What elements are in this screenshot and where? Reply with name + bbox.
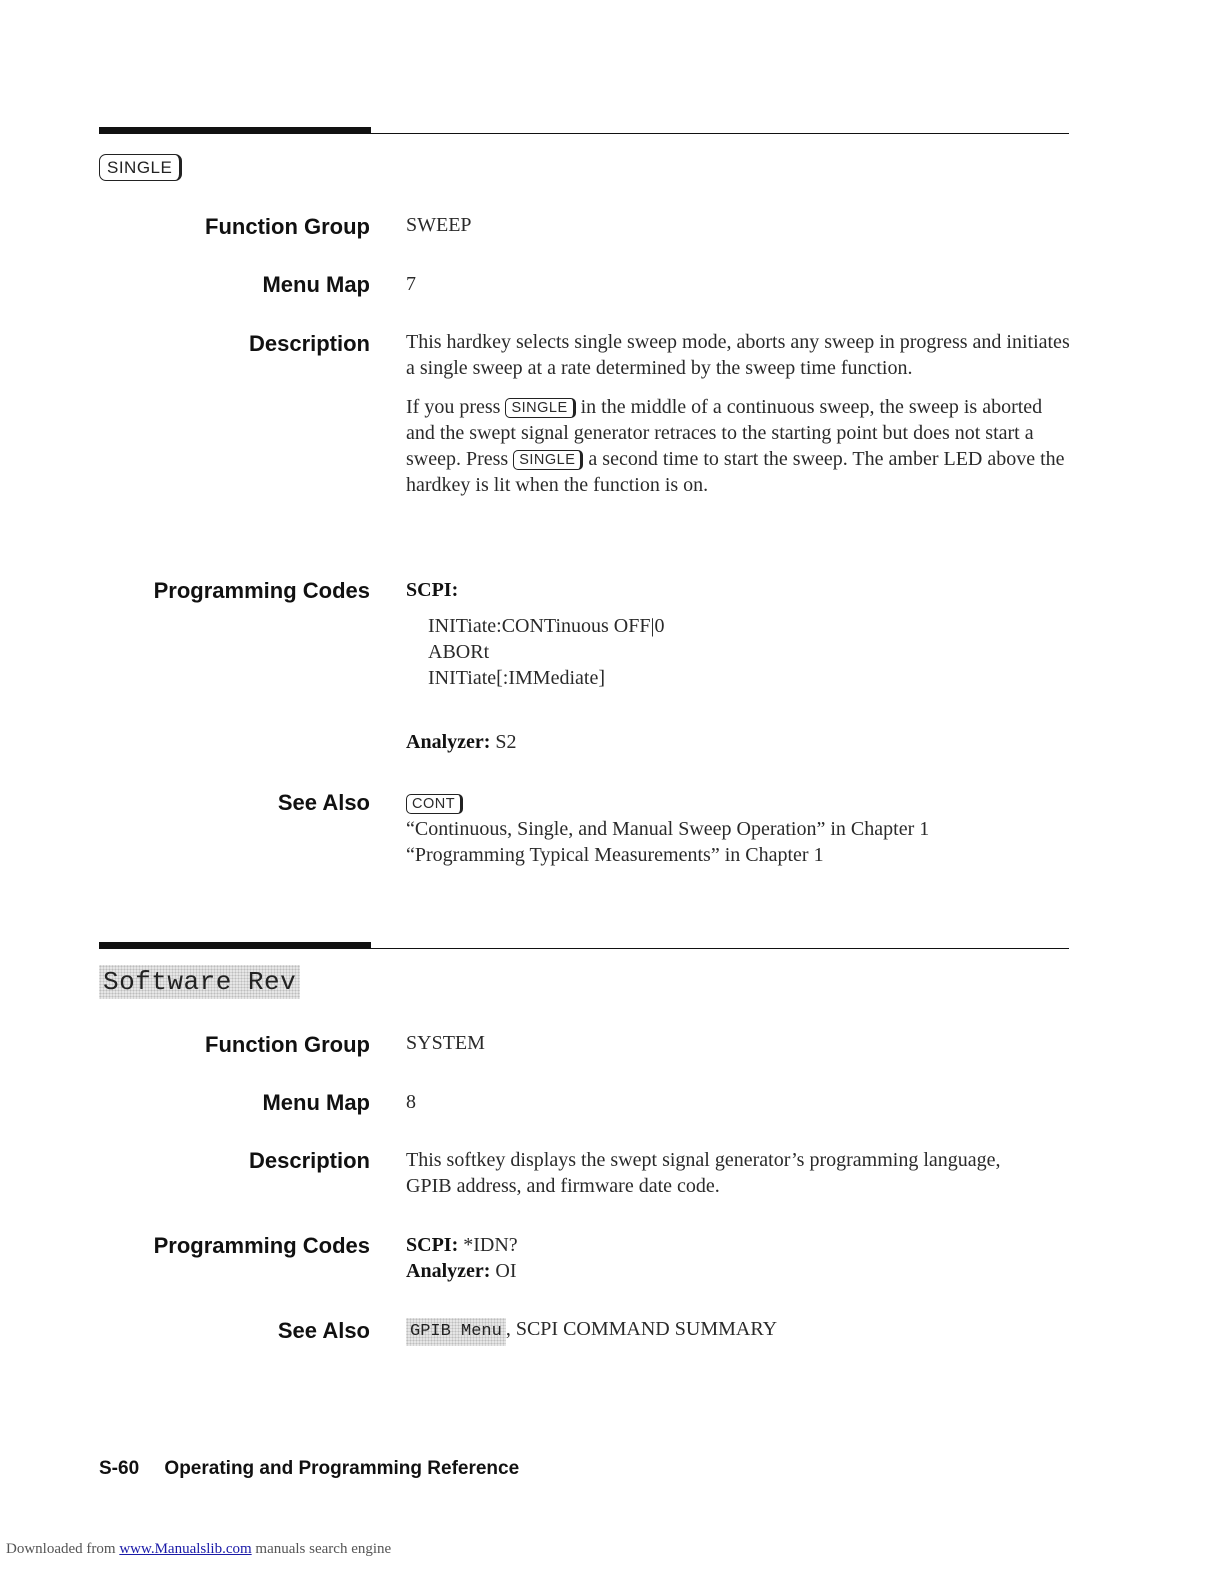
- function-group-label: Function Group: [205, 214, 370, 239]
- see-also-reference: “Continuous, Single, and Manual Sweep Operation” in Chapter 1: [406, 818, 930, 840]
- menu-map-label: Menu Map: [262, 272, 370, 297]
- description-text: If you press: [406, 396, 501, 418]
- analyzer-line: [406, 729, 1070, 755]
- scpi-code: INITiate:CONTinuous OFF|0: [428, 615, 665, 637]
- description-label: Description: [248, 1148, 370, 1173]
- page-number: S-60: [99, 1458, 140, 1479]
- single-hardkey-inline: SINGLE: [513, 450, 583, 470]
- analyzer-value: S2: [495, 731, 517, 753]
- menu-map-label: Menu Map: [262, 1090, 370, 1115]
- see-also-reference: , SCPI COMMAND SUMMARY: [505, 1318, 778, 1340]
- section-divider: [99, 942, 1069, 950]
- analyzer-label: Analyzer:: [406, 1260, 491, 1282]
- see-also-body: [406, 790, 1070, 868]
- single-hardkey-inline: SINGLE: [505, 398, 575, 418]
- analyzer-line: [406, 1258, 1070, 1284]
- description-text: in the middle of a continuous sweep, the sweep is aborted and the swept signal generator retraces to the starting point but does not start a sweep. Press: [406, 396, 1043, 470]
- programming-codes-body: [406, 1232, 1070, 1284]
- cont-hardkey: CONT: [406, 794, 463, 814]
- gpib-menu-softkey: GPIB Menu: [406, 1318, 506, 1346]
- description-paragraph: This softkey displays the swept signal generator’s programming language, GPIB address, and firmware date code.: [406, 1149, 1001, 1197]
- page-footer: [99, 1458, 519, 1480]
- analyzer-label: Analyzer:: [406, 731, 491, 753]
- function-group-label: Function Group: [205, 1032, 370, 1057]
- download-notice: [6, 1541, 391, 1558]
- description-body: [406, 1147, 1026, 1199]
- section-divider: [99, 127, 1069, 135]
- manualslib-link[interactable]: www.Manualslib.com: [119, 1541, 252, 1557]
- download-suffix: manuals search engine: [255, 1541, 392, 1557]
- see-also-label: See Also: [277, 1318, 370, 1343]
- menu-map-value: 7: [406, 273, 416, 295]
- scpi-code: ABORt: [428, 641, 490, 663]
- programming-codes-label: Programming Codes: [153, 578, 370, 603]
- function-group-value: SWEEP: [406, 214, 472, 236]
- scpi-code: INITiate[:IMMediate]: [428, 667, 605, 689]
- function-group-value: SYSTEM: [406, 1032, 485, 1054]
- description-body: [406, 329, 1070, 498]
- analyzer-value: OI: [495, 1260, 517, 1282]
- scpi-label: SCPI:: [406, 579, 459, 601]
- see-also-body: [406, 1316, 1070, 1346]
- scpi-value: *IDN?: [463, 1234, 518, 1256]
- single-hardkey-title: [99, 154, 182, 181]
- description-paragraph: [406, 394, 1070, 498]
- download-prefix: Downloaded from: [6, 1541, 116, 1557]
- single-hardkey: SINGLE: [99, 154, 182, 181]
- description-text: a second time to start the sweep. The amber LED above the hardkey is lit when the function is on.: [406, 448, 1065, 496]
- scpi-label: SCPI:: [406, 1234, 459, 1256]
- programming-codes-body: [406, 577, 1070, 755]
- software-rev-softkey: Software Rev: [99, 965, 300, 999]
- see-also-reference: “Programming Typical Measurements” in Chapter 1: [406, 844, 824, 866]
- see-also-label: See Also: [277, 790, 370, 815]
- menu-map-value: 8: [406, 1091, 416, 1113]
- scpi-line: [406, 1232, 1070, 1258]
- description-label: Description: [248, 331, 370, 356]
- programming-codes-label: Programming Codes: [153, 1233, 370, 1258]
- description-paragraph: This hardkey selects single sweep mode, aborts any sweep in progress and initiates a single sweep at a rate determined by the sweep time function.: [406, 331, 1070, 379]
- footer-title: Operating and Programming Reference: [164, 1458, 520, 1479]
- software-rev-title: [99, 965, 300, 999]
